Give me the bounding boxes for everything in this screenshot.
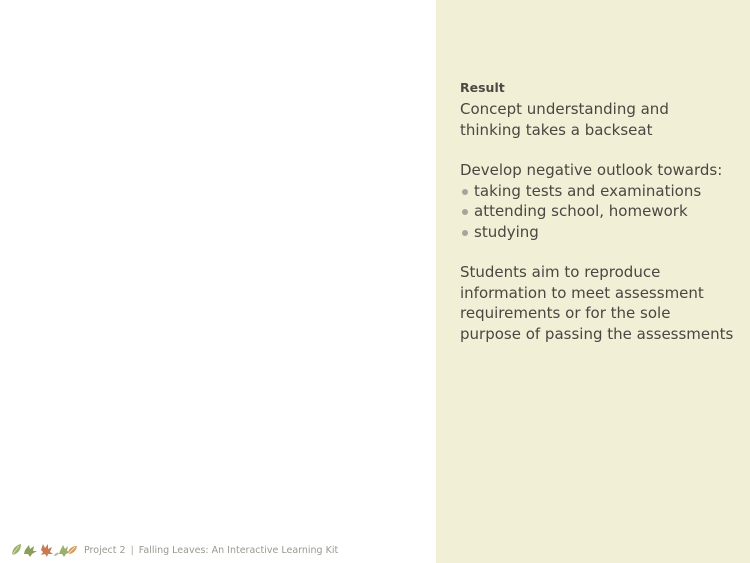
bullet-icon [462,230,468,236]
list-item-text: attending school, homework [474,202,688,220]
footer-project: Project 2 [84,544,126,556]
students-line-4: purpose of passing the assessments [460,324,734,343]
list-item-text: taking tests and examinations [474,181,702,200]
list-item [460,201,740,222]
spacer [460,140,740,160]
students-line-2: information to meet assessment [460,283,704,302]
slide-content [460,80,740,344]
students-line-1: Students aim to reproduce [460,263,661,281]
falling-leaves-icon [10,542,78,558]
footer-separator: | [130,544,134,556]
list-item [460,181,740,202]
bullet-icon [462,209,468,215]
concept-line-2: thinking takes a backseat [460,120,653,139]
content-panel [436,0,750,563]
page-footer [10,541,338,559]
outlook-intro: Develop negative outlook towards: [460,161,723,179]
spacer [460,242,740,262]
outlook-list [460,181,740,243]
concept-line-1: Concept understanding and [460,100,669,118]
result-heading: Result [460,80,505,95]
footer-title: Falling Leaves: An Interactive Learning Kit [138,544,339,556]
list-item [460,222,740,243]
leaves-icon [10,542,78,558]
bullet-icon [462,189,468,195]
students-line-3: requirements or for the sole [460,304,671,322]
list-item-text: studying [474,222,539,241]
